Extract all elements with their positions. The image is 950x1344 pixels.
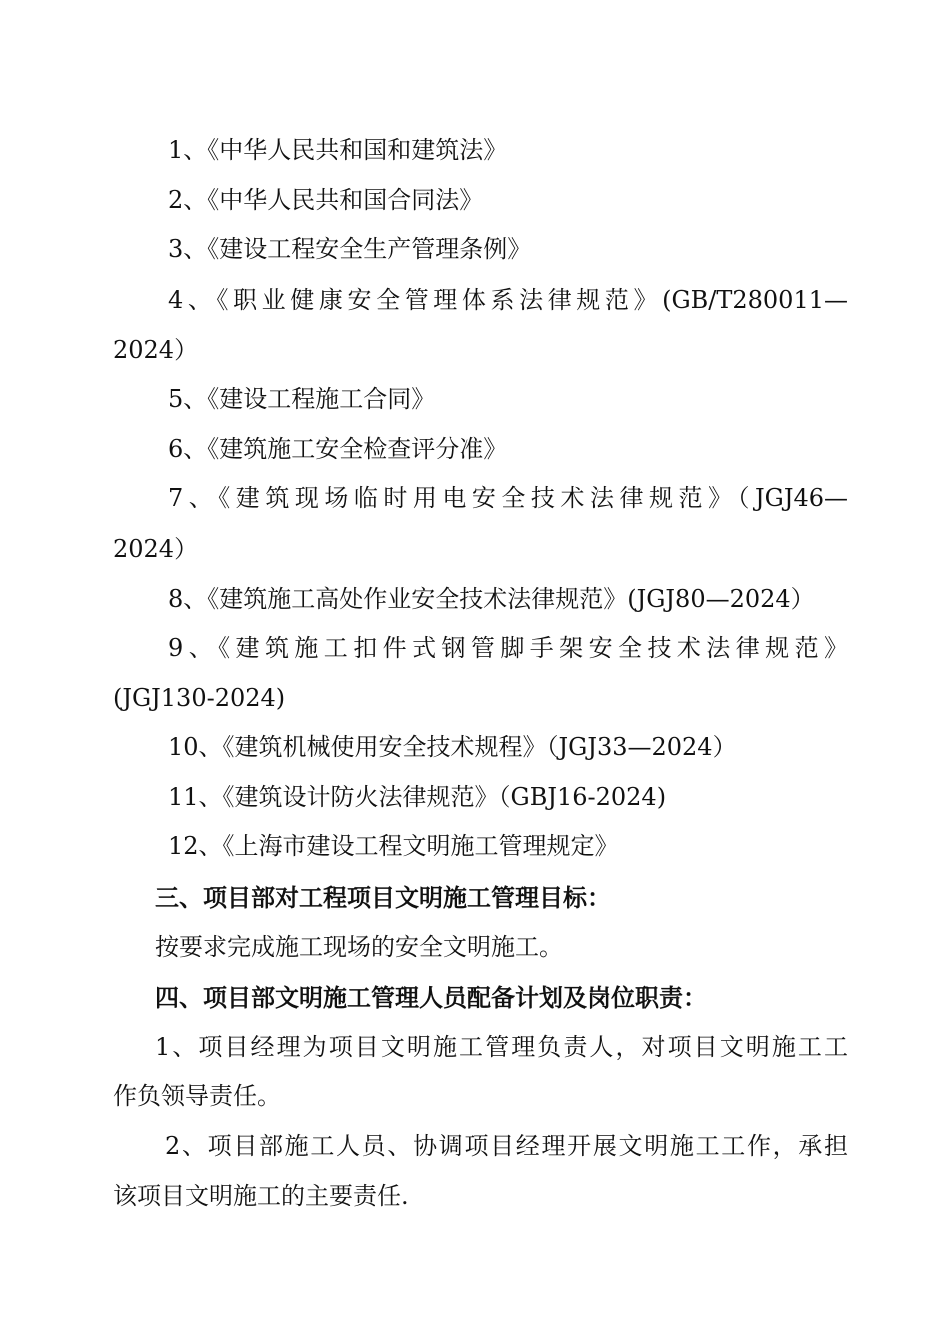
reference-item-8: 8、《建筑施工高处作业安全技术法律规范》(JGJ80—2024） [168, 585, 815, 613]
reference-item-1: 1、《中华人民共和国和建筑法》 [168, 136, 508, 164]
reference-item-5: 5、《建设工程施工合同》 [168, 385, 436, 413]
reference-item-4-continued: 2024） [113, 336, 199, 364]
section-4-item-1-line-1: 1、项目经理为项目文明施工管理负责人，对项目文明施工工 [155, 1033, 848, 1061]
reference-item-7: 7、《建筑现场临时用电安全技术法律规范》（JGJ46— [168, 484, 848, 512]
reference-item-3: 3、《建设工程安全生产管理条例》 [168, 235, 532, 263]
section-4-heading: 四、项目部文明施工管理人员配备计划及岗位职责： [155, 984, 707, 1012]
section-3-text: 按要求完成施工现场的安全文明施工。 [155, 933, 563, 961]
reference-item-11: 11、《建筑设计防火法律规范》（GBJ16-2024) [168, 783, 667, 811]
reference-item-9-continued: (JGJ130-2024) [113, 684, 286, 712]
reference-item-10: 10、《建筑机械使用安全技术规程》（JGJ33—2024） [168, 733, 737, 761]
section-4-item-2-line-1: 2、项目部施工人员、协调项目经理开展文明施工工作，承担 [165, 1132, 848, 1160]
section-4-item-2-line-2: 该项目文明施工的主要责任. [113, 1182, 409, 1210]
reference-item-4: 4、《职业健康安全管理体系法律规范》(GB/T280011— [168, 286, 848, 314]
reference-item-12: 12、《上海市建设工程文明施工管理规定》 [168, 832, 619, 860]
reference-item-7-continued: 2024） [113, 535, 199, 563]
reference-item-2: 2、《中华人民共和国合同法》 [168, 186, 484, 214]
section-3-heading: 三、项目部对工程项目文明施工管理目标： [155, 884, 611, 912]
reference-item-6: 6、《建筑施工安全检查评分准》 [168, 435, 508, 463]
section-4-item-1-line-2: 作负领导责任。 [113, 1082, 281, 1110]
reference-item-9: 9、《建筑施工扣件式钢管脚手架安全技术法律规范》 [168, 634, 848, 662]
